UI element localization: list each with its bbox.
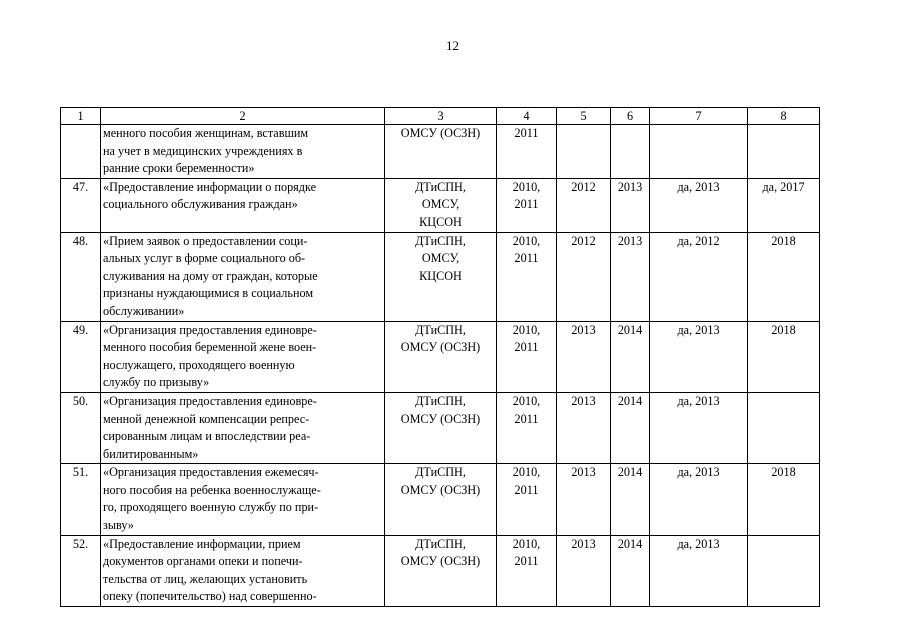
col-c6: 2014 (611, 464, 650, 535)
col-c6: 2014 (611, 392, 650, 463)
col-c5: 2012 (557, 178, 611, 232)
executor-line: ОМСУ (ОСЗН) (400, 482, 481, 497)
header-cell: 8 (748, 108, 820, 125)
executor-line: КЦСОН (419, 214, 462, 229)
col-c5 (557, 125, 611, 179)
row-number: 51. (61, 464, 101, 535)
service-name (101, 232, 385, 321)
col4-line: 2011 (514, 554, 539, 569)
service-name-line: на учет в медицинских учреждениях в (103, 143, 303, 158)
col-c7 (650, 125, 748, 179)
row-number: 50. (61, 392, 101, 463)
service-name-line: «Организация предоставления ежемесяч- (103, 465, 319, 480)
service-name-line: «Прием заявок о предоставлении соци- (103, 233, 308, 248)
service-name (101, 464, 385, 535)
table-row (61, 321, 820, 392)
executor-line: ОМСУ (ОСЗН) (400, 126, 481, 140)
service-name-line: менного пособия женщинам, вставшим (103, 126, 309, 140)
col-c7: да, 2013 (650, 178, 748, 232)
col4-line: 2011 (514, 197, 539, 212)
table-row (61, 232, 820, 321)
executor-line: ДТиСПН, (415, 465, 466, 480)
row-number: 48. (61, 232, 101, 321)
executor-line: КЦСОН (419, 268, 462, 283)
row-number: 49. (61, 321, 101, 392)
service-name-line: ранние сроки беременности» (103, 161, 255, 176)
executor-line: ДТиСПН, (415, 179, 466, 194)
service-name-line: признаны нуждающимися в социальном (103, 286, 314, 301)
col-c5: 2013 (557, 321, 611, 392)
header-cell: 1 (61, 108, 101, 125)
col-c8: да, 2017 (748, 178, 820, 232)
col4-line: 2010, (512, 536, 541, 551)
col4-years (497, 392, 557, 463)
executor-line: ДТиСПН, (415, 322, 466, 337)
col4-line: 2011 (514, 251, 539, 266)
col4-years (497, 178, 557, 232)
col4-line: 2010, (512, 465, 541, 480)
col-c6: 2013 (611, 178, 650, 232)
col4-years (497, 535, 557, 606)
executor-line: ДТиСПН, (415, 233, 466, 248)
col4-line: 2010, (512, 322, 541, 337)
executor-line: ОМСУ (ОСЗН) (400, 340, 481, 355)
service-name-line: опеку (попечительство) над совершенно- (103, 589, 317, 604)
service-name-line: документов органами опеки и попечи- (103, 554, 303, 569)
col-c8: 2018 (748, 464, 820, 535)
header-cell: 4 (497, 108, 557, 125)
table-row (61, 125, 820, 179)
service-name (101, 125, 385, 179)
service-name-line: обслуживании» (103, 303, 185, 318)
col-c6: 2014 (611, 535, 650, 606)
executor (385, 178, 497, 232)
executor (385, 232, 497, 321)
service-name-line: тельства от лиц, желающих установить (103, 571, 308, 586)
executor-line: ДТиСПН, (415, 536, 466, 551)
service-name (101, 178, 385, 232)
service-name-line: «Предоставление информации, прием (103, 536, 301, 551)
service-name-line: нослужащего, проходящего военную (103, 357, 295, 372)
table-row (61, 464, 820, 535)
col-c7: да, 2013 (650, 392, 748, 463)
table-row (61, 178, 820, 232)
col4-line: 2010, (512, 179, 541, 194)
header-cell: 5 (557, 108, 611, 125)
row-number: 47. (61, 178, 101, 232)
row-number: 52. (61, 535, 101, 606)
col-c5: 2012 (557, 232, 611, 321)
col-c7: да, 2013 (650, 321, 748, 392)
col-c5: 2013 (557, 535, 611, 606)
col4-line: 2010, (512, 393, 541, 408)
service-name-line: «Организация предоставления единовре- (103, 393, 317, 408)
executor-line: ОМСУ, (421, 197, 460, 212)
table-row (61, 392, 820, 463)
service-name-line: служивания на дому от граждан, которые (103, 268, 318, 283)
header-cell: 6 (611, 108, 650, 125)
col-c5: 2013 (557, 392, 611, 463)
col-c8 (748, 392, 820, 463)
col-c8 (748, 535, 820, 606)
executor (385, 321, 497, 392)
col-c5: 2013 (557, 464, 611, 535)
page-number: 12 (446, 38, 459, 53)
service-name (101, 535, 385, 606)
col-c8: 2018 (748, 321, 820, 392)
service-name-line: менной денежной компенсации репрес- (103, 411, 310, 426)
table-row (61, 535, 820, 606)
header-cell: 3 (385, 108, 497, 125)
service-name-line: сированным лицам и впоследствии реа- (103, 429, 311, 444)
col-c8 (748, 125, 820, 179)
row-number (61, 125, 101, 179)
service-name-line: го, проходящего военную службу по при- (103, 500, 319, 515)
executor (385, 535, 497, 606)
executor-line: ОМСУ (ОСЗН) (400, 411, 481, 426)
service-name-line: службу по призыву» (103, 375, 210, 390)
col4-years (497, 232, 557, 321)
header-cell: 7 (650, 108, 748, 125)
service-name-line: социального обслуживания граждан» (103, 197, 298, 212)
header-cell: 2 (101, 108, 385, 125)
col-c8: 2018 (748, 232, 820, 321)
service-name (101, 321, 385, 392)
header-row (61, 108, 820, 125)
service-name-line: зыву» (103, 518, 134, 533)
col-c7: да, 2012 (650, 232, 748, 321)
services-table (60, 107, 820, 607)
executor-line: ДТиСПН, (415, 393, 466, 408)
service-name-line: альных услуг в форме социального об- (103, 251, 306, 266)
service-name-line: билитированным» (103, 446, 199, 461)
col4-years (497, 464, 557, 535)
col4-years (497, 321, 557, 392)
col4-years (497, 125, 557, 179)
service-name (101, 392, 385, 463)
executor (385, 125, 497, 179)
service-name-line: менного пособия беременной жене воен- (103, 340, 317, 355)
col-c6: 2013 (611, 232, 650, 321)
service-name-line: ного пособия на ребенка военнослужаще- (103, 482, 321, 497)
col-c6: 2014 (611, 321, 650, 392)
col4-line: 2010, (512, 233, 541, 248)
col4-line: 2011 (514, 411, 539, 426)
col-c7: да, 2013 (650, 464, 748, 535)
col4-line: 2011 (514, 340, 539, 355)
col-c6 (611, 125, 650, 179)
executor (385, 464, 497, 535)
service-name-line: «Организация предоставления единовре- (103, 322, 317, 337)
executor (385, 392, 497, 463)
col-c7: да, 2013 (650, 535, 748, 606)
service-name-line: «Предоставление информации о порядке (103, 179, 316, 194)
executor-line: ОМСУ (ОСЗН) (400, 554, 481, 569)
executor-line: ОМСУ, (421, 251, 460, 266)
col4-line: 2011 (514, 482, 539, 497)
col4-line: 2011 (514, 126, 539, 140)
